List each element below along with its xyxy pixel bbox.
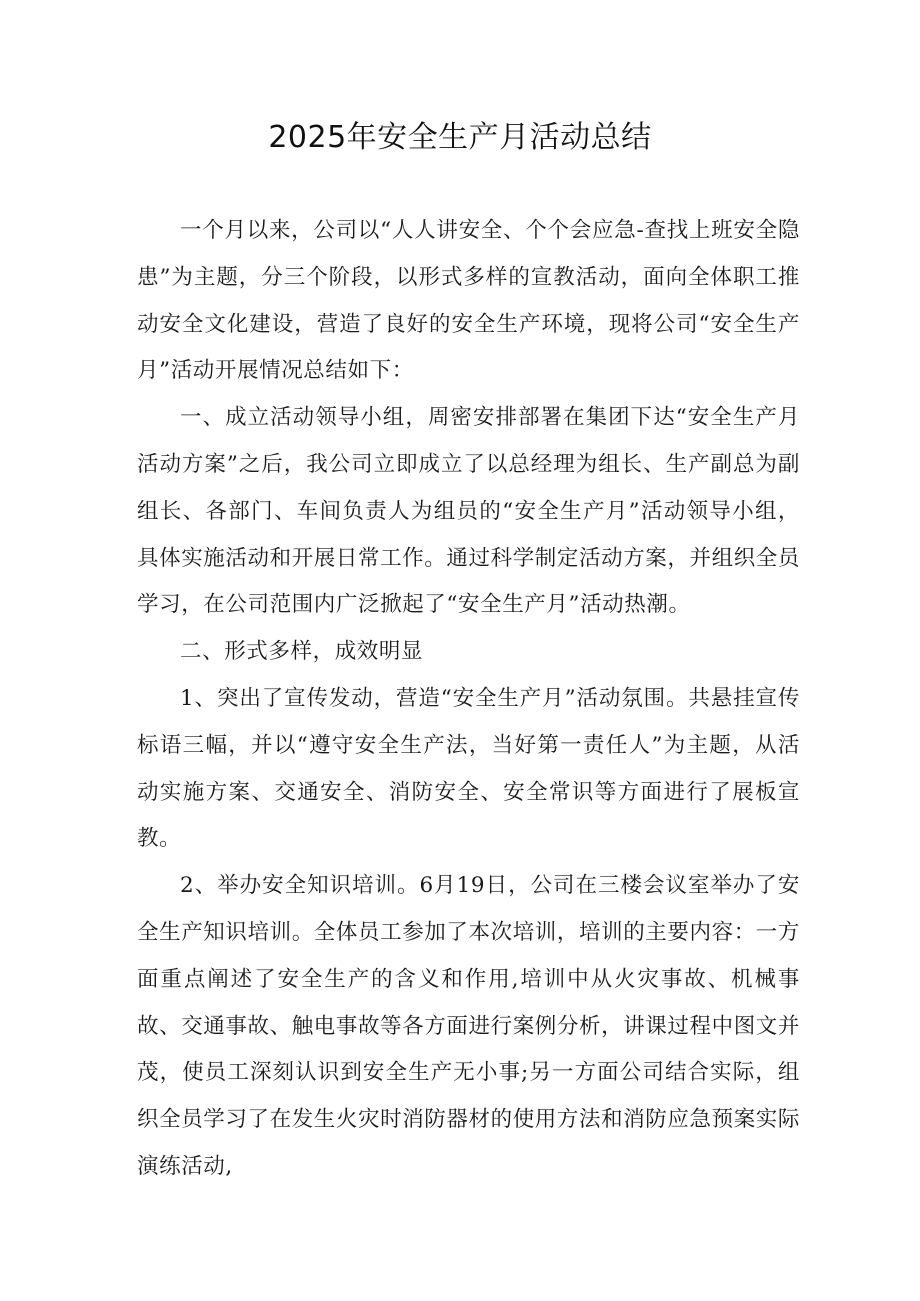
paragraph-section-1: 一、成立活动领导小组，周密安排部署在集团下达“安全生产月活动方案”之后，我公司立即成立了以总经理为组长、生产副总为副组长、各部门、车间负责人为组员的“安全生产月”活动领导小组，具体实施活动和开展日常工作。通过科学制定活动方案，并组织全员学习，在公司范围内广泛掀起了“安全生产月”活动热潮。 <box>137 405 801 618</box>
document-body <box>137 208 800 1191</box>
document-title: 2025年安全生产月活动总结 <box>268 120 652 155</box>
paragraph-section-2-heading: 二、形式多样，成效明显 <box>180 639 424 665</box>
paragraph-item-2: 2、举办安全知识培训。6月19日，公司在三楼会议室举办了安全生产知识培训。全体员工参加了本次培训，培训的主要内容：一方面重点阐述了安全生产的含义和作用,培训中从火灾事故、机械事故、交通事故、触电事故等各方面进行案例分析，讲课过程中图文并茂，使员工深刻认识到安全生产无小事;另一方面公司结合实际，组织全员学习了在发生火灾时消防器材的使用方法和消防应急预案实际演练活动, <box>137 873 801 1179</box>
paragraph-item-1: 1、突出了宣传发动，营造“安全生产月”活动氛围。共悬挂宣传标语三幅，并以“遵守安全生产法，当好第一责任人”为主题，从活动实施方案、交通安全、消防安全、安全常识等方面进行了展板宣教。 <box>137 685 800 852</box>
paragraph-intro: 一个月以来，公司以“人人讲安全、个个会应急-查找上班安全隐患”为主题，分三个阶段，以形式多样的宣教活动，面向全体职工推动安全文化建设，营造了良好的安全生产环境，现将公司“安全生产月”活动开展情况总结如下： <box>137 218 800 384</box>
